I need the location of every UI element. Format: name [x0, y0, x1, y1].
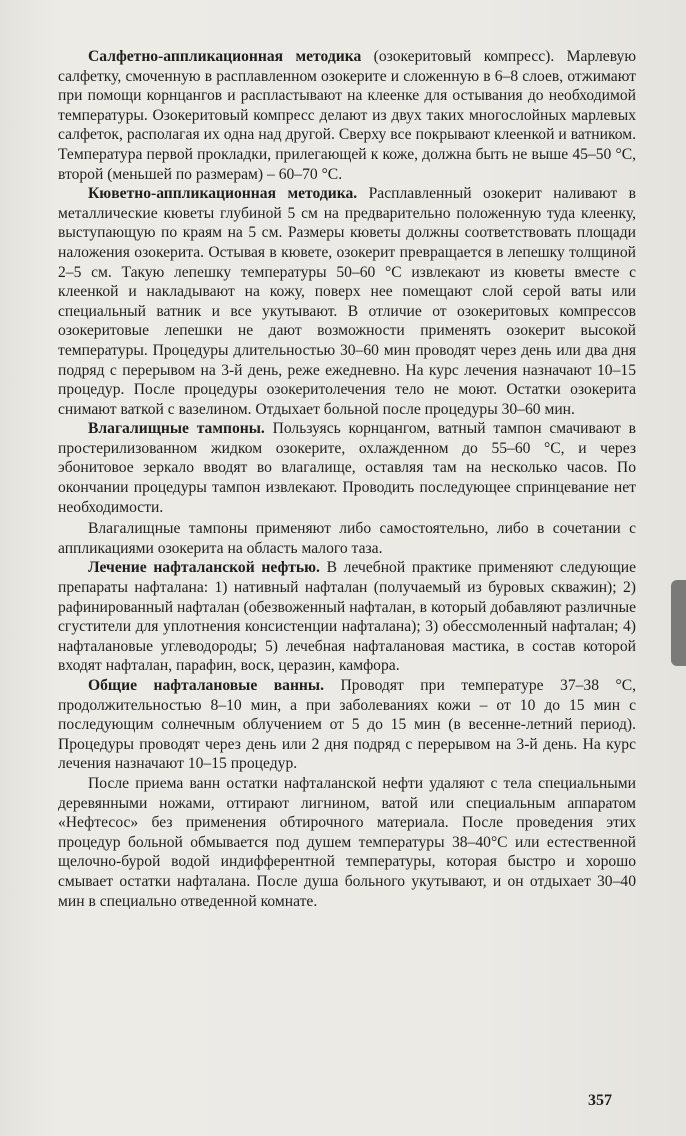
paragraph-body: Проводят при температуре 37–38 °С, продолжительностью 8–10 мин, а при заболеваниях кожи – от 10 до 15 мин с последующим солнечным облучением от 5 до 15 мин (в весенне-летний период). Процедуры проводят через день или 2 дня подряд с перерывом на 3-й день. На курс лечения назначают 10–15 процедур. [58, 677, 636, 773]
paragraph-body: Влагалищные тампоны применяют либо самостоятельно, либо в сочетании с аппликациями озокерита на область малого таза. [58, 520, 636, 557]
heading-salfetno: Салфетно-аппликационная методика [88, 48, 362, 65]
heading-kyuvetno: Кюветно-аппликационная методика. [88, 185, 358, 203]
paragraph-3 [58, 419, 636, 517]
paragraph-7 [58, 774, 636, 911]
paragraph-body: Пользуясь корнцангом, ватный тампон смачивают в простерилизованном жидком озокерите, охлажденном до 55–60 °С, и через эбонитовое зеркало вводят во влагалище, оставляя там на несколько часов. По окончании процедуры тампон извлекают. Проводить последующее спринцевание нет необходимости. [58, 420, 636, 516]
heading-naftalan: Лечение нафталанской нефтью. [88, 559, 320, 577]
paragraph-body: После приема ванн остатки нафталанской нефти удаляют с тела специальными деревянными ножами, оттирают лигнином, ватой или специальным аппаратом «Нефтесос» без применения обтирочного материала. После проведения этих процедур больной обмывается под душем температуры 38–40°С или естественной щелочно-бурой водой индифферентной температуры, которая быстро и хорошо смывает остатки нафталана. После душа больного укутывают, и он отдыхает 30–40 мин в специально отведенной комнате. [58, 774, 636, 910]
paragraph-2 [58, 184, 636, 419]
page-edge-tab [671, 580, 686, 666]
page-number: 357 [588, 1092, 612, 1109]
paragraph-4 [58, 519, 636, 558]
paragraph-body: В лечебной практике применяют следующие препараты нафталана: 1) нативный нафталан (получаемый из буровых скважин); 2) рафинированный нафталан (обезвоженный нафталан, в который добавляют различные сгустители для уплотнения консистенции нафталана); 3) обессмоленный нафталан; 4) нафталановые углеводороды; 5) лечебная нафталановая мастика, в состав которой входят нафталан, парафин, воск, церазин, камфора. [58, 559, 636, 675]
heading-tampons: Влагалищные тампоны. [88, 420, 265, 438]
paragraph-body: Расплавленный озокерит наливают в металлические кюветы глубиной 5 см на предварительно положенную туда клеенку, выступающую по краям на 5 см. Размеры кюветы должны соответствовать площади наложения озокерита. Остывая в кювете, озокерит превращается в лепешку толщиной 2–5 см. Такую лепешку температуры 50–60 °С извлекают из кюветы вместе с клеенкой и накладывают на кожу, поверх нее помещают слой серой ваты или специальный ватник и все укутывают. В отличие от озокеритовых компрессов озокеритовые лепешки не дают возможности применять озокерит высокой температуры. Процедуры длительностью 30–60 мин проводят через день или два дня подряд с перерывом на 3-й день, реже ежедневно. На курс лечения назначают 10–15 процедур. После процедуры озокеритолечения тело не моют. Остатки озокерита снимают ваткой с вазелином. Отдыхает больной после процедуры 30–60 мин. [58, 185, 636, 418]
paragraph-1 [58, 47, 636, 184]
paragraph-body: (озокеритовый компресс). Марлевую салфетку, смоченную в расплавленном озокерите и сложенную в 6–8 слоев, отжимают при помощи корнцангов и распластывают на клеенке для остывания до необходимой температуры. Озокеритовый компресс делают из двух таких многослойных марлевых салфеток, располагая их одна над другой. Сверху все покрывают клеенкой и ватником. Температура первой прокладки, прилегающей к коже, должна быть не выше 45–50 °С, второй (меньшей по размерам) – 60–70 °С. [58, 48, 636, 183]
heading-baths: Общие нафталановые ванны. [88, 677, 324, 694]
paragraph-5 [58, 558, 636, 676]
paragraph-6 [58, 676, 636, 774]
page-text [58, 47, 636, 911]
